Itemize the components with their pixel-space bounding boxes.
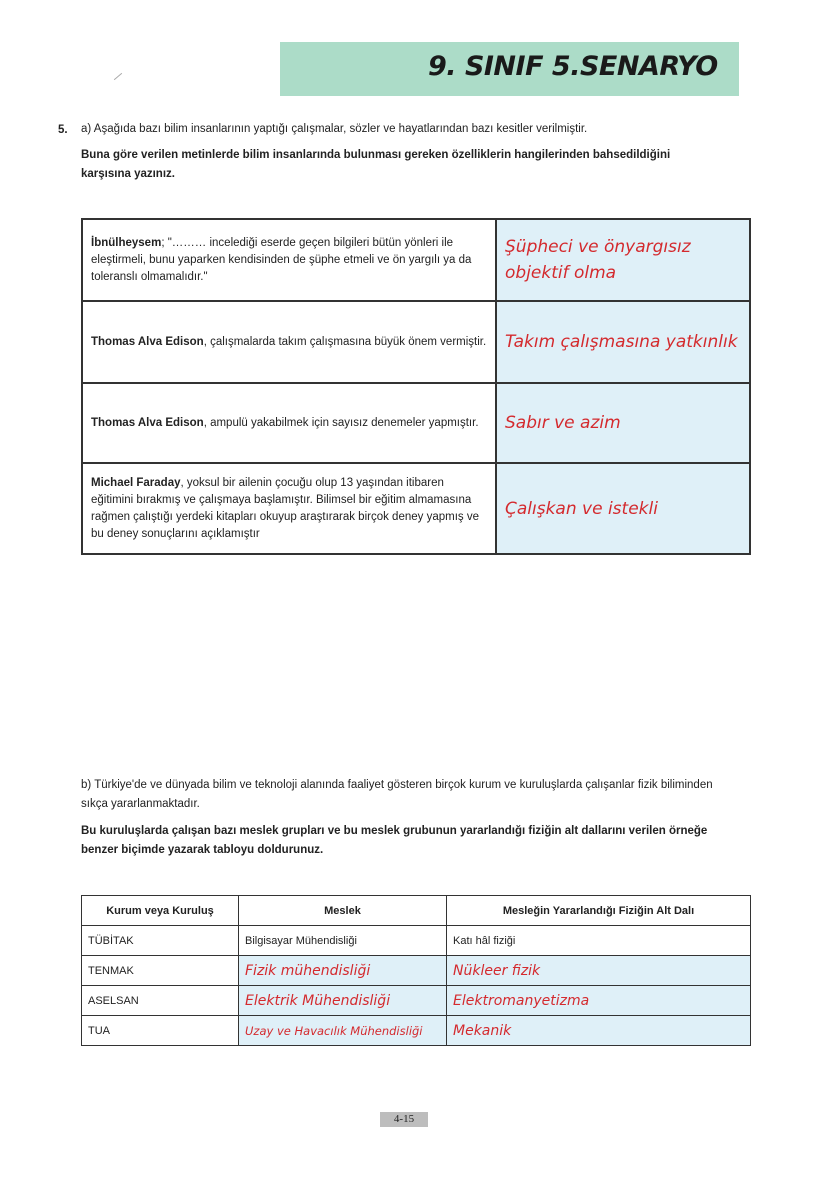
institutions-table	[81, 895, 751, 1046]
answer-cell[interactable]: Takım çalışmasına yatkınlık	[496, 301, 750, 383]
branch-answer-cell[interactable]: Nükleer fizik	[447, 956, 751, 986]
table-row	[82, 463, 750, 554]
page-number: 4-15	[380, 1112, 428, 1127]
scientists-table	[81, 218, 751, 555]
branch-answer-cell[interactable]: Mekanik	[447, 1016, 751, 1046]
answer-cell[interactable]: Şüpheci ve önyargısız objektif olma	[496, 219, 750, 301]
branch-cell: Katı hâl fiziği	[447, 926, 751, 956]
column-header: Meslek	[239, 896, 447, 926]
answer-cell[interactable]: Çalışkan ve istekli	[496, 463, 750, 554]
part-b-instruction: Bu kuruluşlarda çalışan bazı meslek grupları ve bu meslek grubunun yararlandığı fiziğin alt dallarını verilen örneğe benzer biçimde yazarak tabloyu doldurunuz.	[81, 825, 708, 856]
part-a-instruction: Buna göre verilen metinlerde bilim insanlarında bulunması gereken özelliklerin hangilerinden bahsedildiğini karşısına yazınız.	[81, 149, 671, 180]
table-row	[82, 383, 750, 463]
table-header-row	[82, 896, 751, 926]
column-header: Kurum veya Kuruluş	[82, 896, 239, 926]
job-answer-cell[interactable]: Elektrik Mühendisliği	[239, 986, 447, 1016]
org-cell: ASELSAN	[82, 986, 239, 1016]
scientist-text: Michael Faraday, yoksul bir ailenin çocuğu olup 13 yaşından itibaren eğitimini bırakmış ve çalışmaya başlamıştır. Bilimsel bir eğitim almamasına rağmen çalıştığı yerdeki kitapları okuyup araştırarak birçok deney yapmış ve bu deney sonuçlarını açıklamıştır	[82, 463, 496, 554]
answer-cell[interactable]: Sabır ve azim	[496, 383, 750, 463]
title-banner	[280, 42, 739, 96]
table-row	[82, 986, 751, 1016]
table-row	[82, 926, 751, 956]
part-b-intro: b) Türkiye'de ve dünyada bilim ve teknoloji alanında faaliyet gösteren birçok kurum ve kuruluşlarda çalışanlar fizik biliminden sıkça yararlanmaktadır.	[81, 779, 713, 810]
org-cell: TUA	[82, 1016, 239, 1046]
table-row	[82, 956, 751, 986]
job-cell: Bilgisayar Mühendisliği	[239, 926, 447, 956]
table-row	[82, 219, 750, 301]
scientist-text: Thomas Alva Edison, çalışmalarda takım çalışmasına büyük önem vermiştir.	[82, 301, 496, 383]
org-cell: TENMAK	[82, 956, 239, 986]
question-number: 5.	[58, 124, 68, 136]
branch-answer-cell[interactable]: Elektromanyetizma	[447, 986, 751, 1016]
part-a-intro: a) Aşağıda bazı bilim insanlarının yaptığı çalışmalar, sözler ve hayatlarından bazı kesitler verilmiştir.	[81, 123, 588, 135]
job-answer-cell[interactable]: Uzay ve Havacılık Mühendisliği	[239, 1016, 447, 1046]
scientist-text: Thomas Alva Edison, ampulü yakabilmek için sayısız denemeler yapmıştır.	[82, 383, 496, 463]
table-row	[82, 301, 750, 383]
job-answer-cell[interactable]: Fizik mühendisliği	[239, 956, 447, 986]
scientist-text: İbnülheysem; "……… incelediği eserde geçen bilgileri bütün yönleri ile eleştirmeli, bunu yaparken kendisinden de şüphe etmeli ve ön yargılı ya da toleranslı olmamalıdır."	[82, 219, 496, 301]
page-title: 9. SINIF 5.SENARYO	[428, 51, 718, 82]
column-header: Mesleğin Yararlandığı Fiziğin Alt Dalı	[447, 896, 751, 926]
org-cell: TÜBİTAK	[82, 926, 239, 956]
stray-mark	[114, 73, 122, 80]
table-row	[82, 1016, 751, 1046]
